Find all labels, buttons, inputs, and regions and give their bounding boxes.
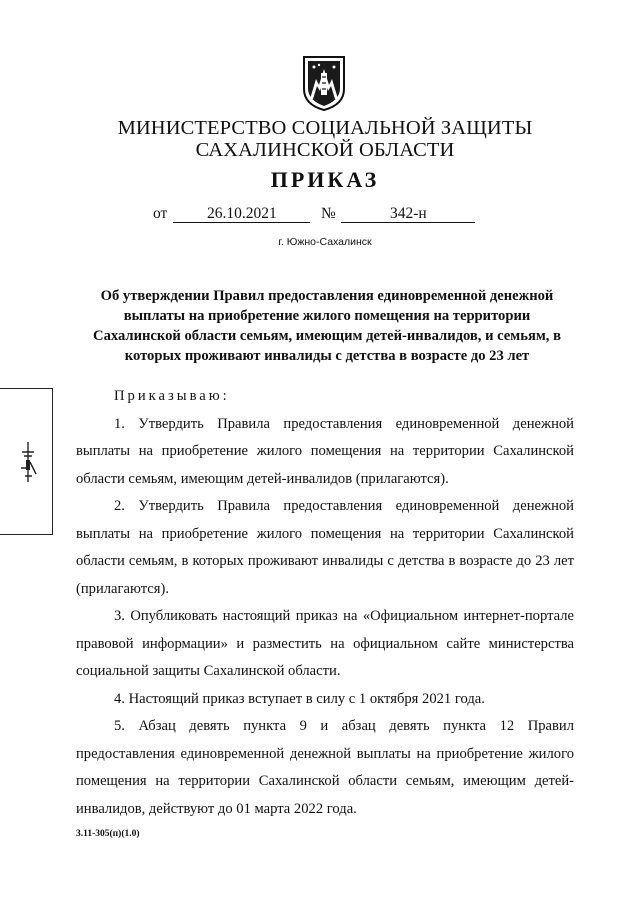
- document-subject: Об утверждении Правил предоставления единовременной денежной выплаты на приобретение жилого помещения на территории Сахалинской области семьям, имеющим детей-инвалидов, и семьям, в которых проживают инвалиды с детства в возрасте до 23 лет: [93, 288, 561, 364]
- paragraph-2: 2. Утвердить Правила предоставления единовременной денежной выплаты на приобретение жилого помещения на территории Сахалинской области семьям, в которых проживают инвалиды с детства в возрасте до 23 лет (прилагаются).: [76, 498, 574, 597]
- paragraph-4: 4. Настоящий приказ вступает в силу с 1 октября 2021 года.: [114, 690, 485, 707]
- document-body: [76, 383, 574, 823]
- number-prefix: №: [321, 205, 336, 222]
- paragraph-5: 5. Абзац девять пункта 9 и абзац девять пункта 12 Правил предоставления единовременной денежной выплаты на приобретение жилого помещения на территории Сахалинской области семьям, имеющим детей-инвалидов, действуют до 01 марта 2022 года.: [76, 718, 574, 817]
- document-type-title: ПРИКАЗ: [270, 167, 380, 192]
- scan-artifact-mark: [16, 440, 42, 484]
- document-number: 342-н: [390, 205, 427, 222]
- order-word: Приказываю:: [114, 388, 230, 404]
- ministry-line-2: САХАЛИНСКОЙ ОБЛАСТИ: [195, 139, 455, 161]
- paragraph-1: 1. Утвердить Правила предоставления единовременной денежной выплаты на приобретение жилого помещения на территории Сахалинской области семьям, имеющим детей-инвалидов (прилагаются).: [76, 415, 574, 487]
- date-prefix: от: [153, 205, 168, 222]
- ministry-line-1: МИНИСТЕРСТВО СОЦИАЛЬНОЙ ЗАЩИТЫ: [117, 117, 533, 139]
- coat-of-arms-icon: [301, 55, 347, 111]
- date-number-row: [0, 205, 635, 227]
- document-code: 3.11-305(п)(1.0): [76, 829, 140, 839]
- city-label: г. Южно-Сахалинск: [278, 236, 372, 248]
- paragraph-3: 3. Опубликовать настоящий приказ на «Официальном интернет-портале правовой информации» и разместить на официальном сайте министерства социальной защиты Сахалинской области.: [76, 608, 574, 679]
- ministry-name: [100, 117, 550, 161]
- document-date: 26.10.2021: [207, 205, 277, 222]
